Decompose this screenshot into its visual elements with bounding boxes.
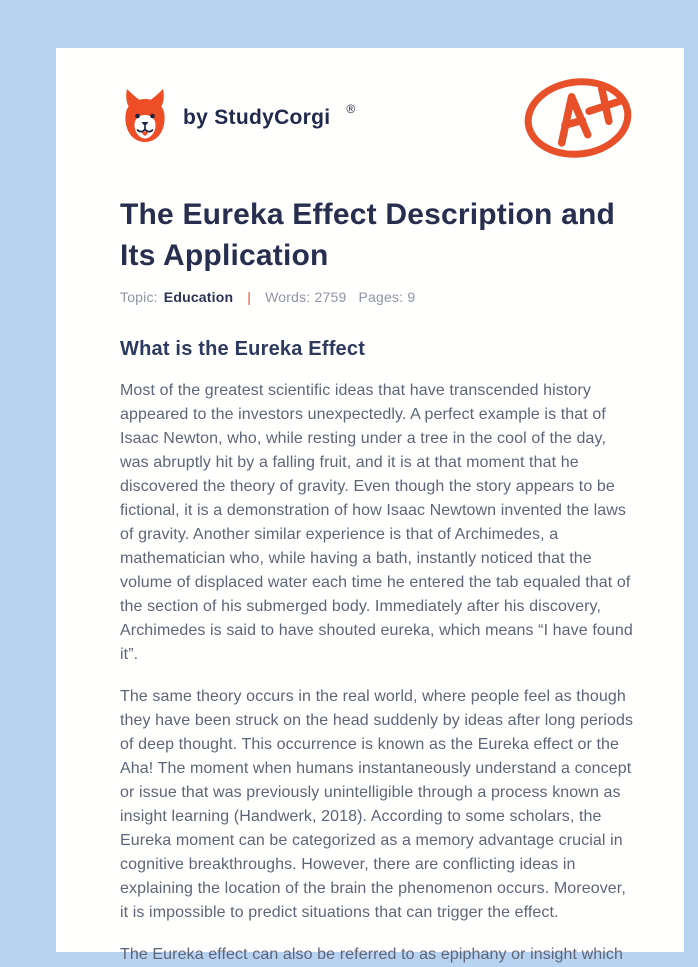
paragraph: Most of the greatest scientific ideas that have transcended history appeared to the investors unexpectedly. A perfect example is that of Isaac Newton, who, while resting under a tree in the cool of the day, was abruptly hit by a falling fruit, and it is at that moment that he discovered the theory of gravity. Even though the story appears to be fictional, it is a demonstration of how Isaac Newtown invented the laws of gravity. Another similar experience is that of Archimedes, a mathematician who, while having a bath, instantly noticed that the volume of displaced water each time he entered the tab equaled that of the section of his submerged body. Immediately after his discovery, Archimedes is said to have shouted eureka, which means “I have found it”.: [120, 382, 633, 663]
article-meta: [120, 289, 634, 305]
paragraph: The Eureka effect can also be referred to as epiphany or insight which: [120, 946, 623, 963]
topic-label: Topic:: [120, 289, 158, 305]
words-count: Words: 2759: [265, 289, 347, 305]
topic-link[interactable]: Education: [163, 289, 234, 305]
registered-trademark: ®: [346, 102, 356, 116]
a-plus-grade-icon: [522, 74, 634, 162]
section-heading: What is the Eureka Effect: [120, 338, 366, 360]
paragraph: The same theory occurs in the real world, where people feel as though they have been struck on the head suddenly by ideas after long periods of deep thought. This occurrence is known as the Eureka effect or the Aha! The moment when humans instantaneously understand a concept or issue that was previously unintelligible through a process known as insight learning (Handwerk, 2018). According to some scholars, the Eureka moment can be categorized as a memory advantage crucial in cognitive breakthroughs. However, there are conflicting ideas in explaining the location of the brain the phenomenon occurs. Moreover, it is impossible to predict situations that can trigger the effect.: [120, 688, 634, 921]
article-body: [120, 379, 634, 967]
pages-count: Pages: 9: [358, 289, 416, 305]
studycorgi-logo[interactable]: [120, 88, 355, 149]
page-header: [120, 68, 634, 168]
meta-separator: |: [247, 289, 252, 305]
brand-text: by StudyCorgi: [183, 106, 331, 129]
content-card: [56, 48, 684, 963]
corgi-icon: [120, 88, 170, 149]
article-title: The Eureka Effect Description and Its Application: [120, 198, 616, 272]
